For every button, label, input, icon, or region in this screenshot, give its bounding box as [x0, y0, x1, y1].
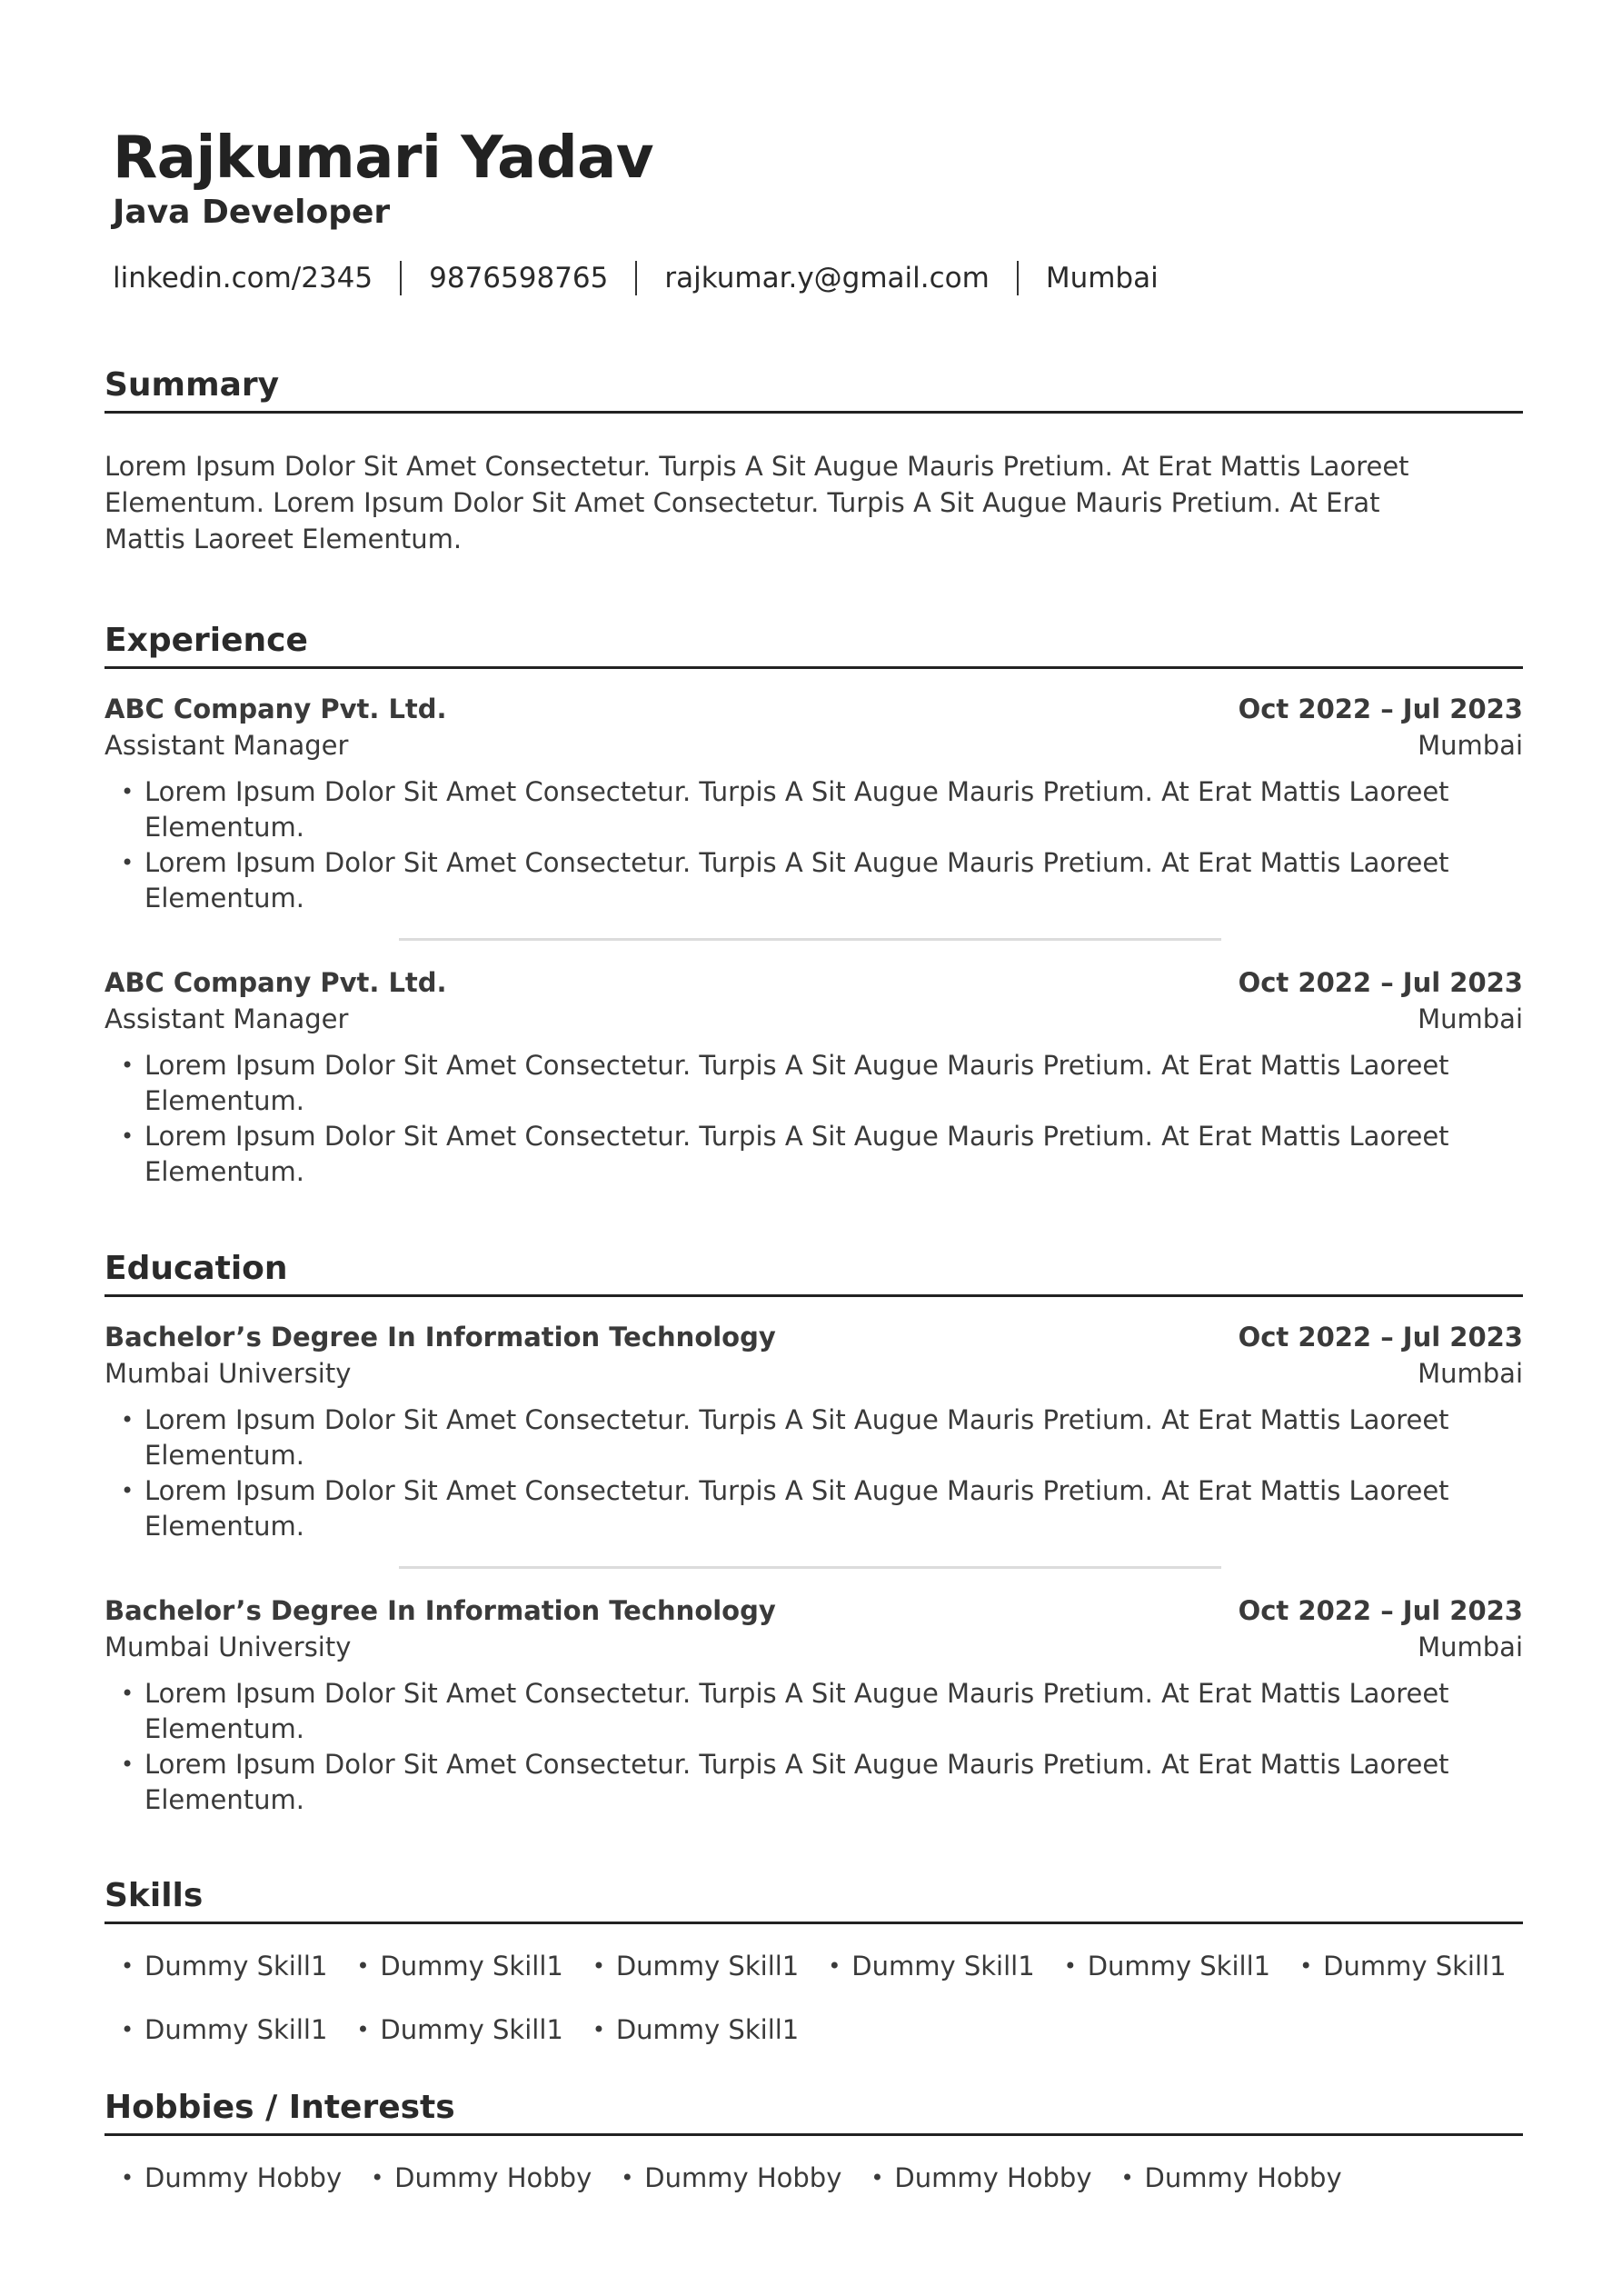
degree-name: Bachelor’s Degree In Information Technology	[104, 1322, 776, 1353]
hobbies-list	[104, 2160, 1523, 2196]
company-name: ABC Company Pvt. Ltd.	[104, 694, 447, 724]
date-range: Oct 2022 – Jul 2023	[1238, 694, 1523, 724]
experience-entry	[104, 964, 1523, 1190]
school-location: Mumbai	[1418, 1358, 1523, 1389]
experience-section	[104, 621, 1523, 1190]
education-section	[104, 1249, 1523, 1818]
job-location: Mumbai	[1418, 730, 1523, 761]
job-title: Assistant Manager	[104, 1003, 349, 1034]
hobby-item: • Dummy Hobby	[354, 2160, 592, 2196]
bullet-list	[104, 774, 1523, 916]
bullet-list	[104, 1048, 1523, 1190]
school-name: Mumbai University	[104, 1632, 352, 1662]
candidate-name: Rajkumari Yadav	[113, 125, 654, 192]
hobby-item: • Dummy Hobby	[104, 2160, 342, 2196]
date-range: Oct 2022 – Jul 2023	[1238, 967, 1523, 998]
contact-separator	[1017, 261, 1019, 295]
list-item: • Lorem Ipsum Dolor Sit Amet Consectetur. Turpis A Sit Augue Mauris Pretium. At Erat Mattis Laoreet Elementum.	[104, 845, 1480, 916]
list-item: • Lorem Ipsum Dolor Sit Amet Consectetur. Turpis A Sit Augue Mauris Pretium. At Erat Mattis Laoreet Elementum.	[104, 1119, 1480, 1190]
skill-item: • Dummy Skill1	[811, 1948, 1034, 1984]
skill-item: • Dummy Skill1	[1048, 1948, 1270, 1984]
skill-item: • Dummy Skill1	[340, 1948, 562, 1984]
degree-name: Bachelor’s Degree In Information Technology	[104, 1595, 776, 1626]
skill-item: • Dummy Skill1	[1283, 1948, 1506, 1984]
contact-phone[interactable]: 9876598765	[429, 262, 609, 294]
school-name: Mumbai University	[104, 1358, 352, 1389]
skills-list	[104, 1948, 1523, 2048]
contact-linkedin[interactable]: linkedin.com/2345	[113, 262, 373, 294]
skill-item: • Dummy Skill1	[104, 1948, 327, 1984]
job-title: Assistant Manager	[104, 730, 349, 761]
list-item: • Lorem Ipsum Dolor Sit Amet Consectetur. Turpis A Sit Augue Mauris Pretium. At Erat Mattis Laoreet Elementum.	[104, 1473, 1480, 1544]
section-title-education: Education	[104, 1249, 1523, 1297]
contact-location: Mumbai	[1045, 262, 1159, 294]
list-item: • Lorem Ipsum Dolor Sit Amet Consectetur. Turpis A Sit Augue Mauris Pretium. At Erat Mattis Laoreet Elementum.	[104, 1048, 1480, 1119]
skill-item: • Dummy Skill1	[576, 1948, 799, 1984]
summary-text: Lorem Ipsum Dolor Sit Amet Consectetur. Turpis A Sit Augue Mauris Pretium. At Erat Mattis Laoreet Elementum. Lorem Ipsum Dolor Sit Amet Consectetur. Turpis A Sit Augue Mauris Pretium. At Erat Mattis Laoreet Elementum.	[104, 451, 1409, 554]
bullet-list	[104, 1676, 1523, 1818]
skill-item: • Dummy Skill1	[340, 2011, 562, 2048]
hobby-item: • Dummy Hobby	[1105, 2160, 1342, 2196]
section-title-hobbies: Hobbies / Interests	[104, 2088, 1523, 2136]
candidate-role: Java Developer	[113, 194, 391, 231]
list-item: • Lorem Ipsum Dolor Sit Amet Consectetur. Turpis A Sit Augue Mauris Pretium. At Erat Mattis Laoreet Elementum.	[104, 1676, 1480, 1747]
experience-entry	[104, 691, 1523, 916]
entry-divider	[399, 1566, 1221, 1569]
hobby-item: • Dummy Hobby	[604, 2160, 841, 2196]
education-entry	[104, 1592, 1523, 1818]
skills-section	[104, 1876, 1523, 2048]
entry-divider	[399, 938, 1221, 941]
hobbies-section	[104, 2088, 1523, 2196]
section-title-experience: Experience	[104, 621, 1523, 669]
contact-separator	[400, 261, 402, 295]
contact-bar	[113, 260, 1159, 296]
job-location: Mumbai	[1418, 1003, 1523, 1034]
hobby-item: • Dummy Hobby	[854, 2160, 1091, 2196]
list-item: • Lorem Ipsum Dolor Sit Amet Consectetur. Turpis A Sit Augue Mauris Pretium. At Erat Mattis Laoreet Elementum.	[104, 1403, 1480, 1473]
company-name: ABC Company Pvt. Ltd.	[104, 967, 447, 998]
school-location: Mumbai	[1418, 1632, 1523, 1662]
skill-item: • Dummy Skill1	[104, 2011, 327, 2048]
contact-separator	[635, 261, 637, 295]
list-item: • Lorem Ipsum Dolor Sit Amet Consectetur. Turpis A Sit Augue Mauris Pretium. At Erat Mattis Laoreet Elementum.	[104, 1747, 1480, 1818]
date-range: Oct 2022 – Jul 2023	[1238, 1595, 1523, 1626]
section-title-summary: Summary	[104, 365, 1523, 414]
bullet-list	[104, 1403, 1523, 1544]
education-entry	[104, 1319, 1523, 1544]
summary-section	[104, 365, 1523, 557]
skill-item: • Dummy Skill1	[576, 2011, 799, 2048]
section-title-skills: Skills	[104, 1876, 1523, 1924]
contact-email[interactable]: rajkumar.y@gmail.com	[664, 262, 990, 294]
list-item: • Lorem Ipsum Dolor Sit Amet Consectetur. Turpis A Sit Augue Mauris Pretium. At Erat Mattis Laoreet Elementum.	[104, 774, 1480, 845]
date-range: Oct 2022 – Jul 2023	[1238, 1322, 1523, 1353]
